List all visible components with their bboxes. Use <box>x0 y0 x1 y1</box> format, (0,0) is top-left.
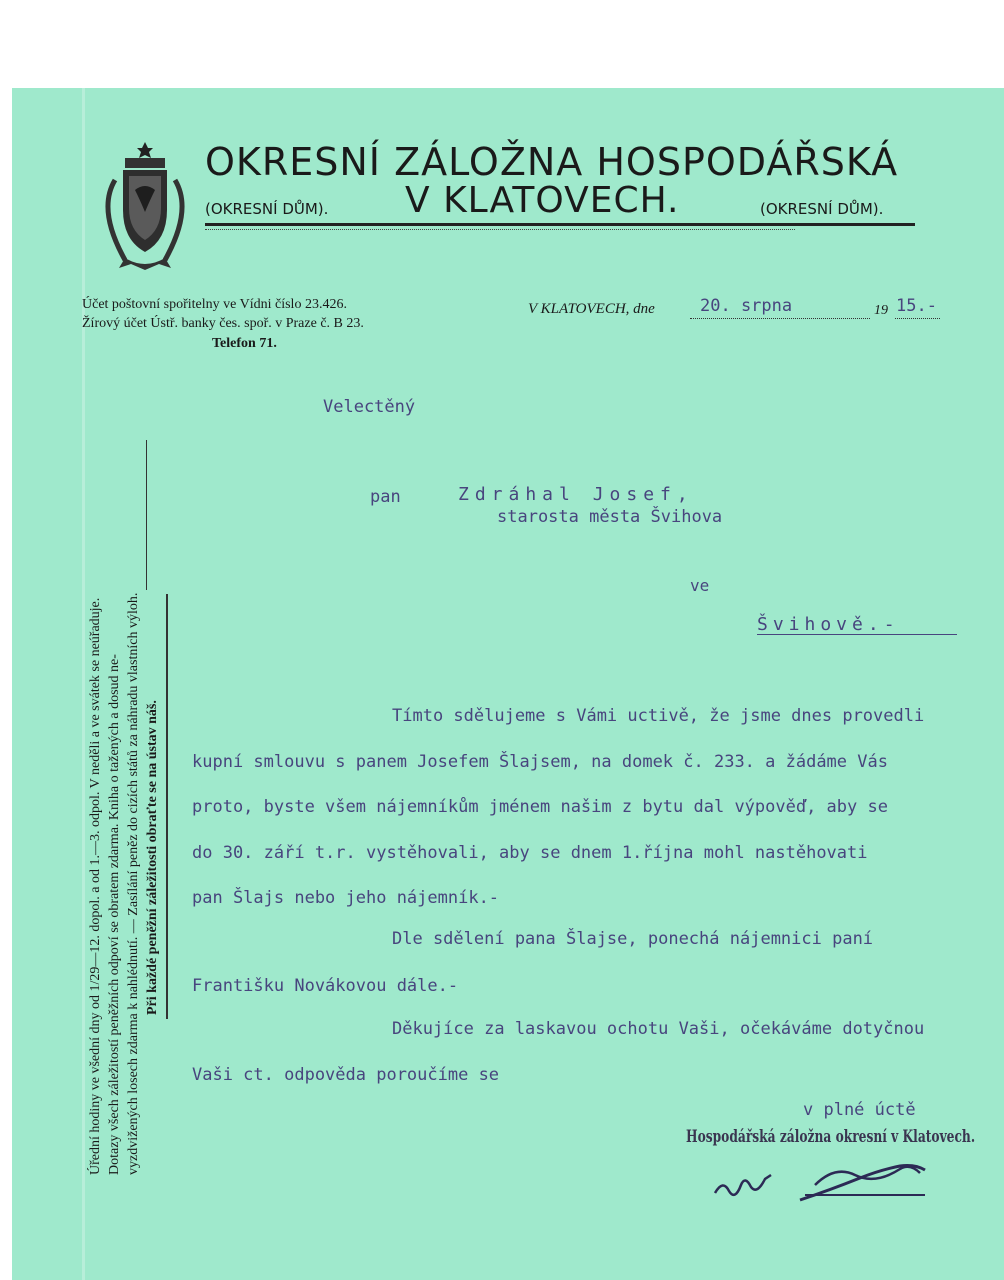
letterhead-dotted-rule <box>205 229 795 230</box>
giro-account-line: Žírový účet Ústř. banky čes. spoř. v Praze č. B 23. <box>82 316 364 331</box>
body-line: Dle sdělení pana Šlajse, ponechá nájemnici paní <box>392 929 874 949</box>
inquiries-note: Dotazy všech záležitostí peněžních odpoví se obratem zdarma. Kniha o tažených a dosud ne- <box>107 654 122 1175</box>
recipient-preposition: ve <box>690 576 710 595</box>
date-year-suffix: 15.- <box>896 296 937 316</box>
year-prefix: 19 <box>874 303 888 318</box>
body-line: kupní smlouvu s panem Josefem Šlajsem, na domek č. 233. a žádáme Vás <box>192 752 888 772</box>
side-divider-top <box>146 440 147 590</box>
body-line: Františku Novákovou dále.- <box>192 976 459 996</box>
body-line: Děkujíce za laskavou ochotu Vaši, očekáváme dotyčnou <box>392 1019 925 1039</box>
office-hours-note: Úřední hodiny ve všední dny od 1/29—12. dopol. a od 1.—3. odpol. V neděli a ve svátek se neúřaduje. <box>88 597 103 1175</box>
date-dotted-line <box>690 318 870 319</box>
body-line: pan Šlajs nebo jeho nájemník.- <box>192 888 500 908</box>
postal-account-line: Účet poštovní spořitelny ve Vídni číslo 23.426. <box>82 297 347 312</box>
coat-of-arms-emblem <box>95 140 195 275</box>
body-line: proto, byste všem nájemníkům jménem našim z bytu dal výpověď, aby se <box>192 797 888 817</box>
body-line: do 30. září t.r. vystěhovali, aby se dnem 1.října mohl nastěhovati <box>192 843 868 863</box>
recipient-name: Zdráhal Josef, <box>458 484 694 505</box>
bank-stamp: Hospodářská záložna okresní v Klatovech. <box>686 1127 976 1147</box>
bank-city-heading: V KLATOVECH. <box>405 180 680 221</box>
town-underline <box>757 634 957 635</box>
bank-name-heading: OKRESNÍ ZÁLOŽNA HOSPODÁŘSKÁ <box>205 140 899 184</box>
year-dotted-line <box>895 318 940 319</box>
recipient-town: Švihově.- <box>757 614 900 635</box>
date-day-month: 20. srpna <box>700 296 793 316</box>
salutation: Velectěný <box>323 397 416 417</box>
side-divider <box>166 594 168 1019</box>
house-label-right: (OKRESNÍ DŮM). <box>760 200 884 218</box>
handwritten-signature <box>705 1155 945 1210</box>
house-label-left: (OKRESNÍ DŮM). <box>205 200 329 218</box>
paper-fold <box>82 88 85 1280</box>
body-line: Tímto sdělujeme s Vámi uctivě, že jsme dnes provedli <box>392 706 925 726</box>
recipient-prefix: pan <box>370 487 401 507</box>
money-matters-note: Při každé peněžní záležitosti obraťte se na ústav náš. <box>145 700 160 1015</box>
lottery-note: vyzdvižených losech zdarma k nahlédnutí. — Zasílání peněz do cizích států za náhradu vlastních výloh. <box>126 592 141 1175</box>
place-date-label: V KLATOVECH, dne <box>528 301 655 317</box>
letterhead-rule <box>205 223 915 226</box>
phone-line: Telefon 71. <box>212 336 277 351</box>
closing-phrase: v plné úctě <box>803 1100 916 1120</box>
body-line: Vaši ct. odpověda poroučíme se <box>192 1065 500 1085</box>
recipient-title: starosta města Švihova <box>497 507 723 527</box>
